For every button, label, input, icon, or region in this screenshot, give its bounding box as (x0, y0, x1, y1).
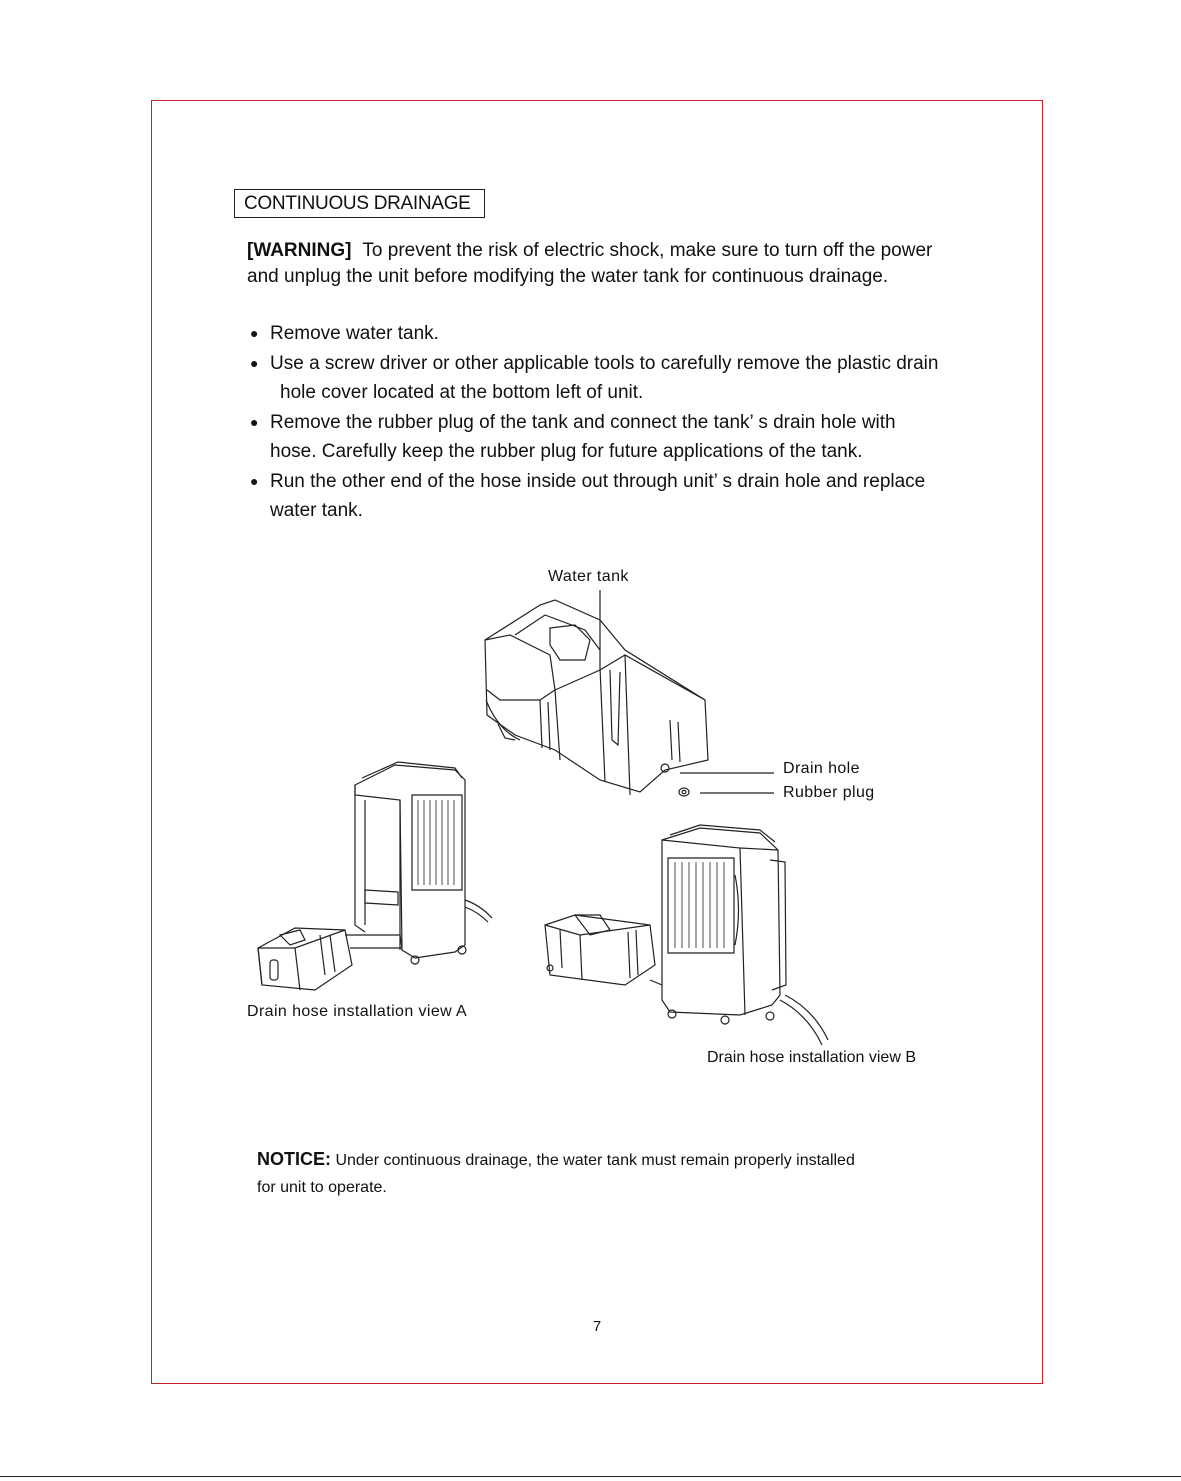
bullet-icon: ● (250, 325, 259, 341)
notice-paragraph (257, 1146, 957, 1201)
tank-drawing-view-a (258, 928, 352, 990)
bullet-icon: ● (250, 354, 259, 371)
step-line-continued: hose. Carefully keep the rubber plug for future applications of the tank. (270, 441, 863, 462)
water-tank-label: Water tank (548, 568, 629, 585)
unit-drawing-view-a (345, 762, 492, 964)
page-number: 7 (592, 1318, 602, 1335)
rubber-plug-drawing (679, 788, 689, 796)
drain-hole-label: Drain hole (783, 760, 860, 777)
notice-text-continued: for unit to operate. (257, 1179, 387, 1196)
notice-text: Under continuous drainage, the water tank must remain properly installed (335, 1152, 855, 1169)
step-line-continued: hole cover located at the bottom left of unit. (280, 382, 644, 403)
water-tank-drawing (485, 600, 708, 795)
tank-drawing-view-b (545, 915, 655, 985)
bullet-icon: ● (250, 413, 259, 430)
drain-hole-drawing (661, 764, 669, 772)
warning-text: To prevent the risk of electric shock, make sure to turn off the power and unplug the unit before modifying the water tank for continuous drainage. (247, 240, 933, 287)
bullet-icon: ● (250, 472, 259, 489)
step-line: Remove the rubber plug of the tank and connect the tank’ s drain hole with (270, 411, 896, 433)
section-heading: CONTINUOUS DRAINAGE (234, 189, 485, 218)
step-line: Use a screw driver or other applicable tools to carefully remove the plastic drain (270, 352, 939, 374)
rubber-plug-label: Rubber plug (783, 784, 875, 801)
bottom-divider (0, 1476, 1181, 1477)
step-line-continued: water tank. (270, 500, 363, 521)
view-b-caption: Drain hose installation view B (707, 1049, 916, 1066)
notice-tag: NOTICE: (257, 1149, 331, 1169)
warning-tag: [WARNING] (247, 240, 352, 261)
step-line: Run the other end of the hose inside out through unit’ s drain hole and replace (270, 470, 926, 492)
view-a-caption: Drain hose installation view A (247, 1003, 468, 1020)
step-line: Remove water tank. (270, 323, 439, 344)
unit-drawing-view-b (650, 825, 828, 1045)
